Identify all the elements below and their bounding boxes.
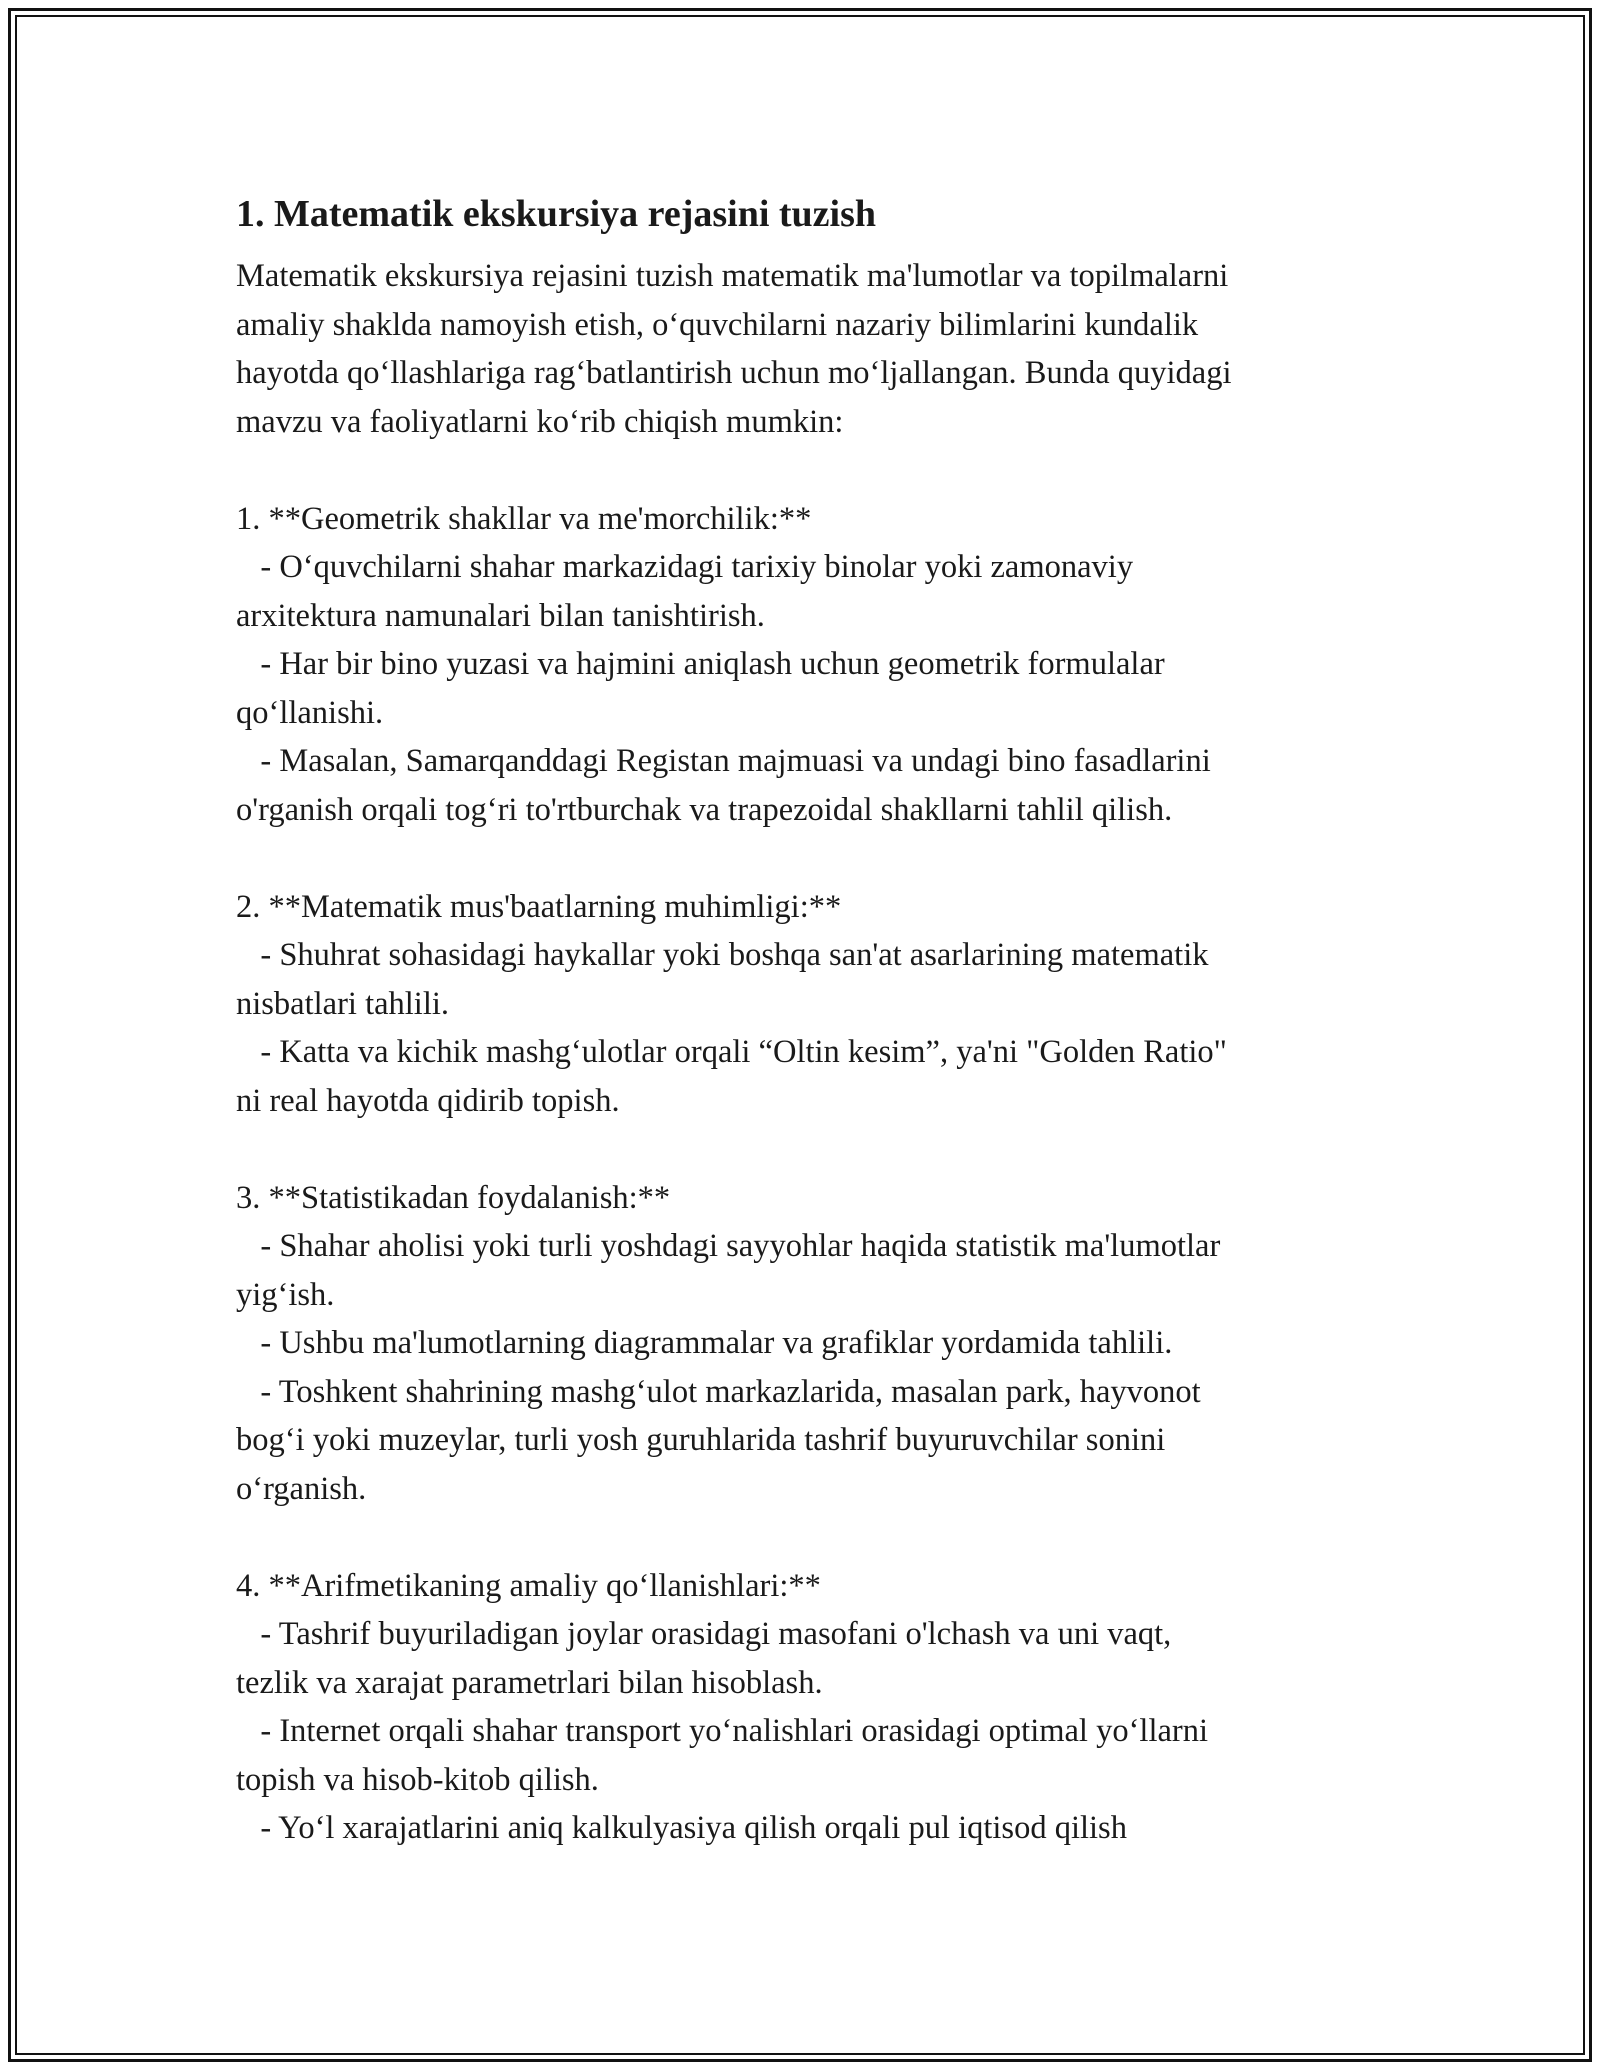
text-line: - Har bir bino yuzasi va hajmini aniqlash uchun geometrik formulalar — [236, 646, 1165, 682]
document-body — [236, 186, 1386, 1853]
text-line: - Yo‘l xarajatlarini aniq kalkulyasiya qilish orqali pul iqtisod qilish — [236, 1810, 1127, 1846]
text-line: bog‘i yoki muzeylar, turli yosh guruhlarida tashrif buyuruvchilar sonini — [236, 1422, 1166, 1458]
text-line: mavzu va faoliyatlarni ko‘rib chiqish mumkin: — [236, 403, 844, 440]
text-line: - Ushbu ma'lumotlarning diagrammalar va grafiklar yordamida tahlili. — [236, 1325, 1173, 1361]
text-line — [236, 1513, 1386, 1562]
document-text — [236, 252, 1386, 1853]
text-line: ni real hayotda qidirib topish. — [236, 1082, 620, 1119]
text-line: amaliy shaklda namoyish etish, o‘quvchilarni nazariy bilimlarini kundalik — [236, 306, 1199, 343]
text-line: o'rganish orqali tog‘ri to'rtburchak va trapezoidal shakllarni tahlil qilish. — [236, 791, 1173, 828]
text-line: 1. **Geometrik shakllar va me'morchilik:** — [236, 500, 812, 537]
text-line: o‘rganish. — [236, 1470, 367, 1507]
text-line — [236, 834, 1386, 883]
document-heading: 1. Matematik ekskursiya rejasini tuzish — [236, 193, 877, 235]
text-line: nisbatlari tahlili. — [236, 985, 450, 1022]
text-line: - O‘quvchilarni shahar markazidagi tarixiy binolar yoki zamonaviy — [236, 549, 1134, 585]
text-line: arxitektura namunalari bilan tanishtirish. — [236, 597, 765, 634]
text-line: - Shuhrat sohasidagi haykallar yoki boshqa san'at asarlarining matematik — [236, 937, 1209, 973]
text-line: - Toshkent shahrining mashg‘ulot markazlarida, masalan park, hayvonot — [236, 1373, 1201, 1410]
text-line: topish va hisob-kitob qilish. — [236, 1761, 599, 1798]
text-line: yig‘ish. — [236, 1276, 335, 1313]
text-line: Matematik ekskursiya rejasini tuzish matematik ma'lumotlar va topilmalarni — [236, 258, 1229, 294]
text-line: - Shahar aholisi yoki turli yoshdagi sayyohlar haqida statistik ma'lumotlar — [236, 1228, 1221, 1264]
text-line: - Masalan, Samarqanddagi Registan majmuasi va undagi bino fasadlarini — [236, 743, 1211, 779]
text-line: - Tashrif buyuriladigan joylar orasidagi masofani o'lchash va uni vaqt, — [236, 1616, 1172, 1652]
text-line: - Internet orqali shahar transport yo‘nalishlari orasidagi optimal yo‘llarni — [236, 1713, 1209, 1749]
text-line: qo‘llanishi. — [236, 694, 384, 731]
text-line: tezlik va xarajat parametrlari bilan hisoblash. — [236, 1664, 823, 1701]
text-line: hayotda qo‘llashlariga rag‘batlantirish uchun mo‘ljallangan. Bunda quyidagi — [236, 355, 1232, 391]
text-line: 3. **Statistikadan foydalanish:** — [236, 1179, 671, 1216]
text-line: 2. **Matematik mus'baatlarning muhimligi:** — [236, 888, 842, 925]
text-line: 4. **Arifmetikaning amaliy qo‘llanishlari:** — [236, 1567, 821, 1604]
text-line — [236, 446, 1386, 495]
text-line — [236, 1125, 1386, 1174]
text-line: - Katta va kichik mashg‘ulotlar orqali “Oltin kesim”, ya'ni "Golden Ratio" — [236, 1034, 1227, 1070]
